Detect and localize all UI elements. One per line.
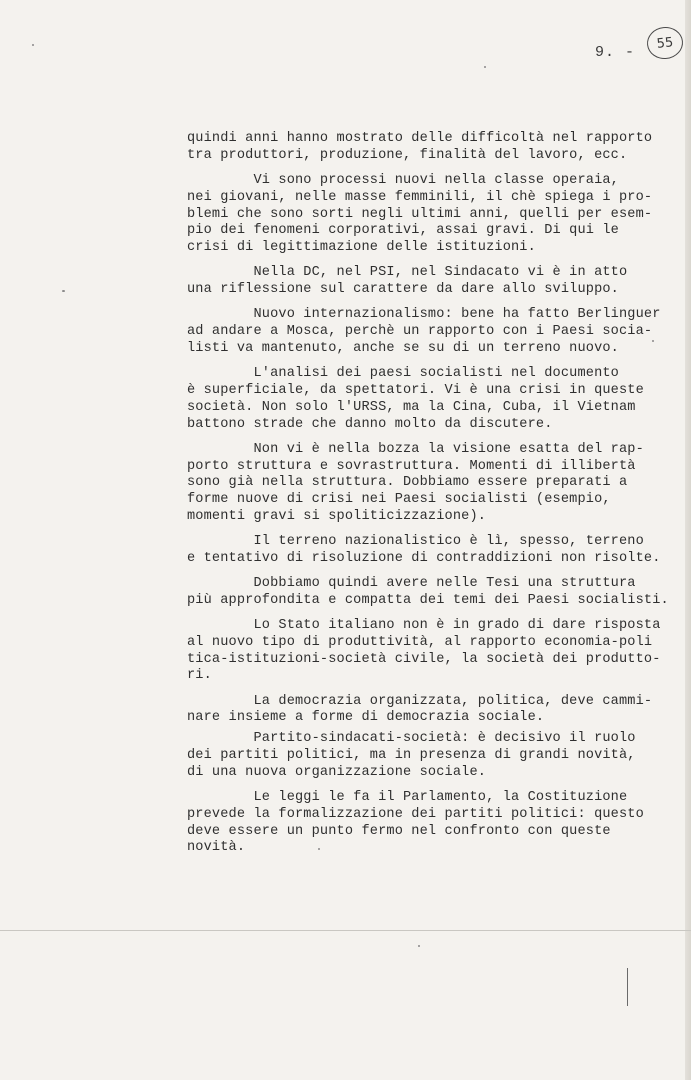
- paragraph-5: L'analisi dei paesi socialisti nel documento è superficiale, da spettatori. Vi è una crisi in queste società. Non solo l'URSS, ma la Cina, Cuba, il Vietnam battono strade che danno molto da discutere.: [187, 366, 644, 432]
- paragraph-7: Il terreno nazionalistico è lì, spesso, terreno e tentativo di risoluzione di contraddizioni non risolte.: [187, 534, 661, 566]
- page-number: 9. -: [595, 44, 636, 61]
- paper-speck: [652, 340, 654, 342]
- paper-speck: [62, 290, 65, 292]
- paragraph-11: Partito-sindacati-società: è decisivo il ruolo dei partiti politici, ma in presenza di grandi novità, di una nuova organizzazione sociale.: [187, 731, 636, 780]
- paragraph-3: Nella DC, nel PSI, nel Sindacato vi è in atto una riflessione sul carattere da dare allo sviluppo.: [187, 265, 628, 298]
- paragraph-1: quindi anni hanno mostrato delle difficoltà nel rapporto tra produttori, produzione, finalità del lavoro, ecc.: [187, 131, 653, 163]
- paragraph-6: Non vi è nella bozza la visione esatta del rap- porto struttura e sovrastruttura. Momenti di illibertà sono già nella struttura. Dobbiamo essere preparati a forme nuove di crisi nei Paesi socialisti (esempio, momenti gravi si spoliticizzazione).: [187, 441, 644, 524]
- paper-speck: [484, 66, 486, 68]
- paragraph-8: Dobbiamo quindi avere nelle Tesi una struttura più approfondita e compatta dei temi dei Paesi socialisti.: [187, 576, 669, 608]
- fold-line: [0, 930, 691, 931]
- paragraph-9: Lo Stato italiano non è in grado di dare risposta al nuovo tipo di produttività, al rapporto economia-poli tica-istituzioni-società civile, la società dei produtto- ri.: [187, 618, 661, 684]
- paragraph-12: Le leggi le fa il Parlamento, la Costituzione prevede la formalizzazione dei partiti politici: questo deve essere un punto fermo nel confronto con queste novità.: [187, 790, 644, 856]
- paper-speck: [32, 44, 34, 46]
- paper-speck: [418, 945, 420, 947]
- paragraph-10: La democrazia organizzata, politica, deve cammi- nare insieme a forme di democrazia sociale.: [187, 693, 653, 726]
- archive-stamp: 55: [645, 25, 684, 61]
- document-body: [187, 131, 677, 866]
- paragraph-2: Vi sono processi nuovi nella classe operaia, nei giovani, nelle masse femminili, il chè spiega i pro- blemi che sono sorti negli ultimi anni, quelli per esem- pio dei fenomeni corporativi, assai gravi. Di qui le crisi di legittimazione delle istituzioni.: [187, 172, 653, 256]
- paper-edge: [685, 0, 691, 1080]
- paper-speck: [318, 848, 320, 850]
- paragraph-4: Nuovo internazionalismo: bene ha fatto Berlinguer ad andare a Mosca, perchè un rapporto con i Paesi socia- listi va mantenuto, anche se su di un terreno nuovo.: [187, 307, 661, 356]
- margin-mark: [627, 968, 628, 1006]
